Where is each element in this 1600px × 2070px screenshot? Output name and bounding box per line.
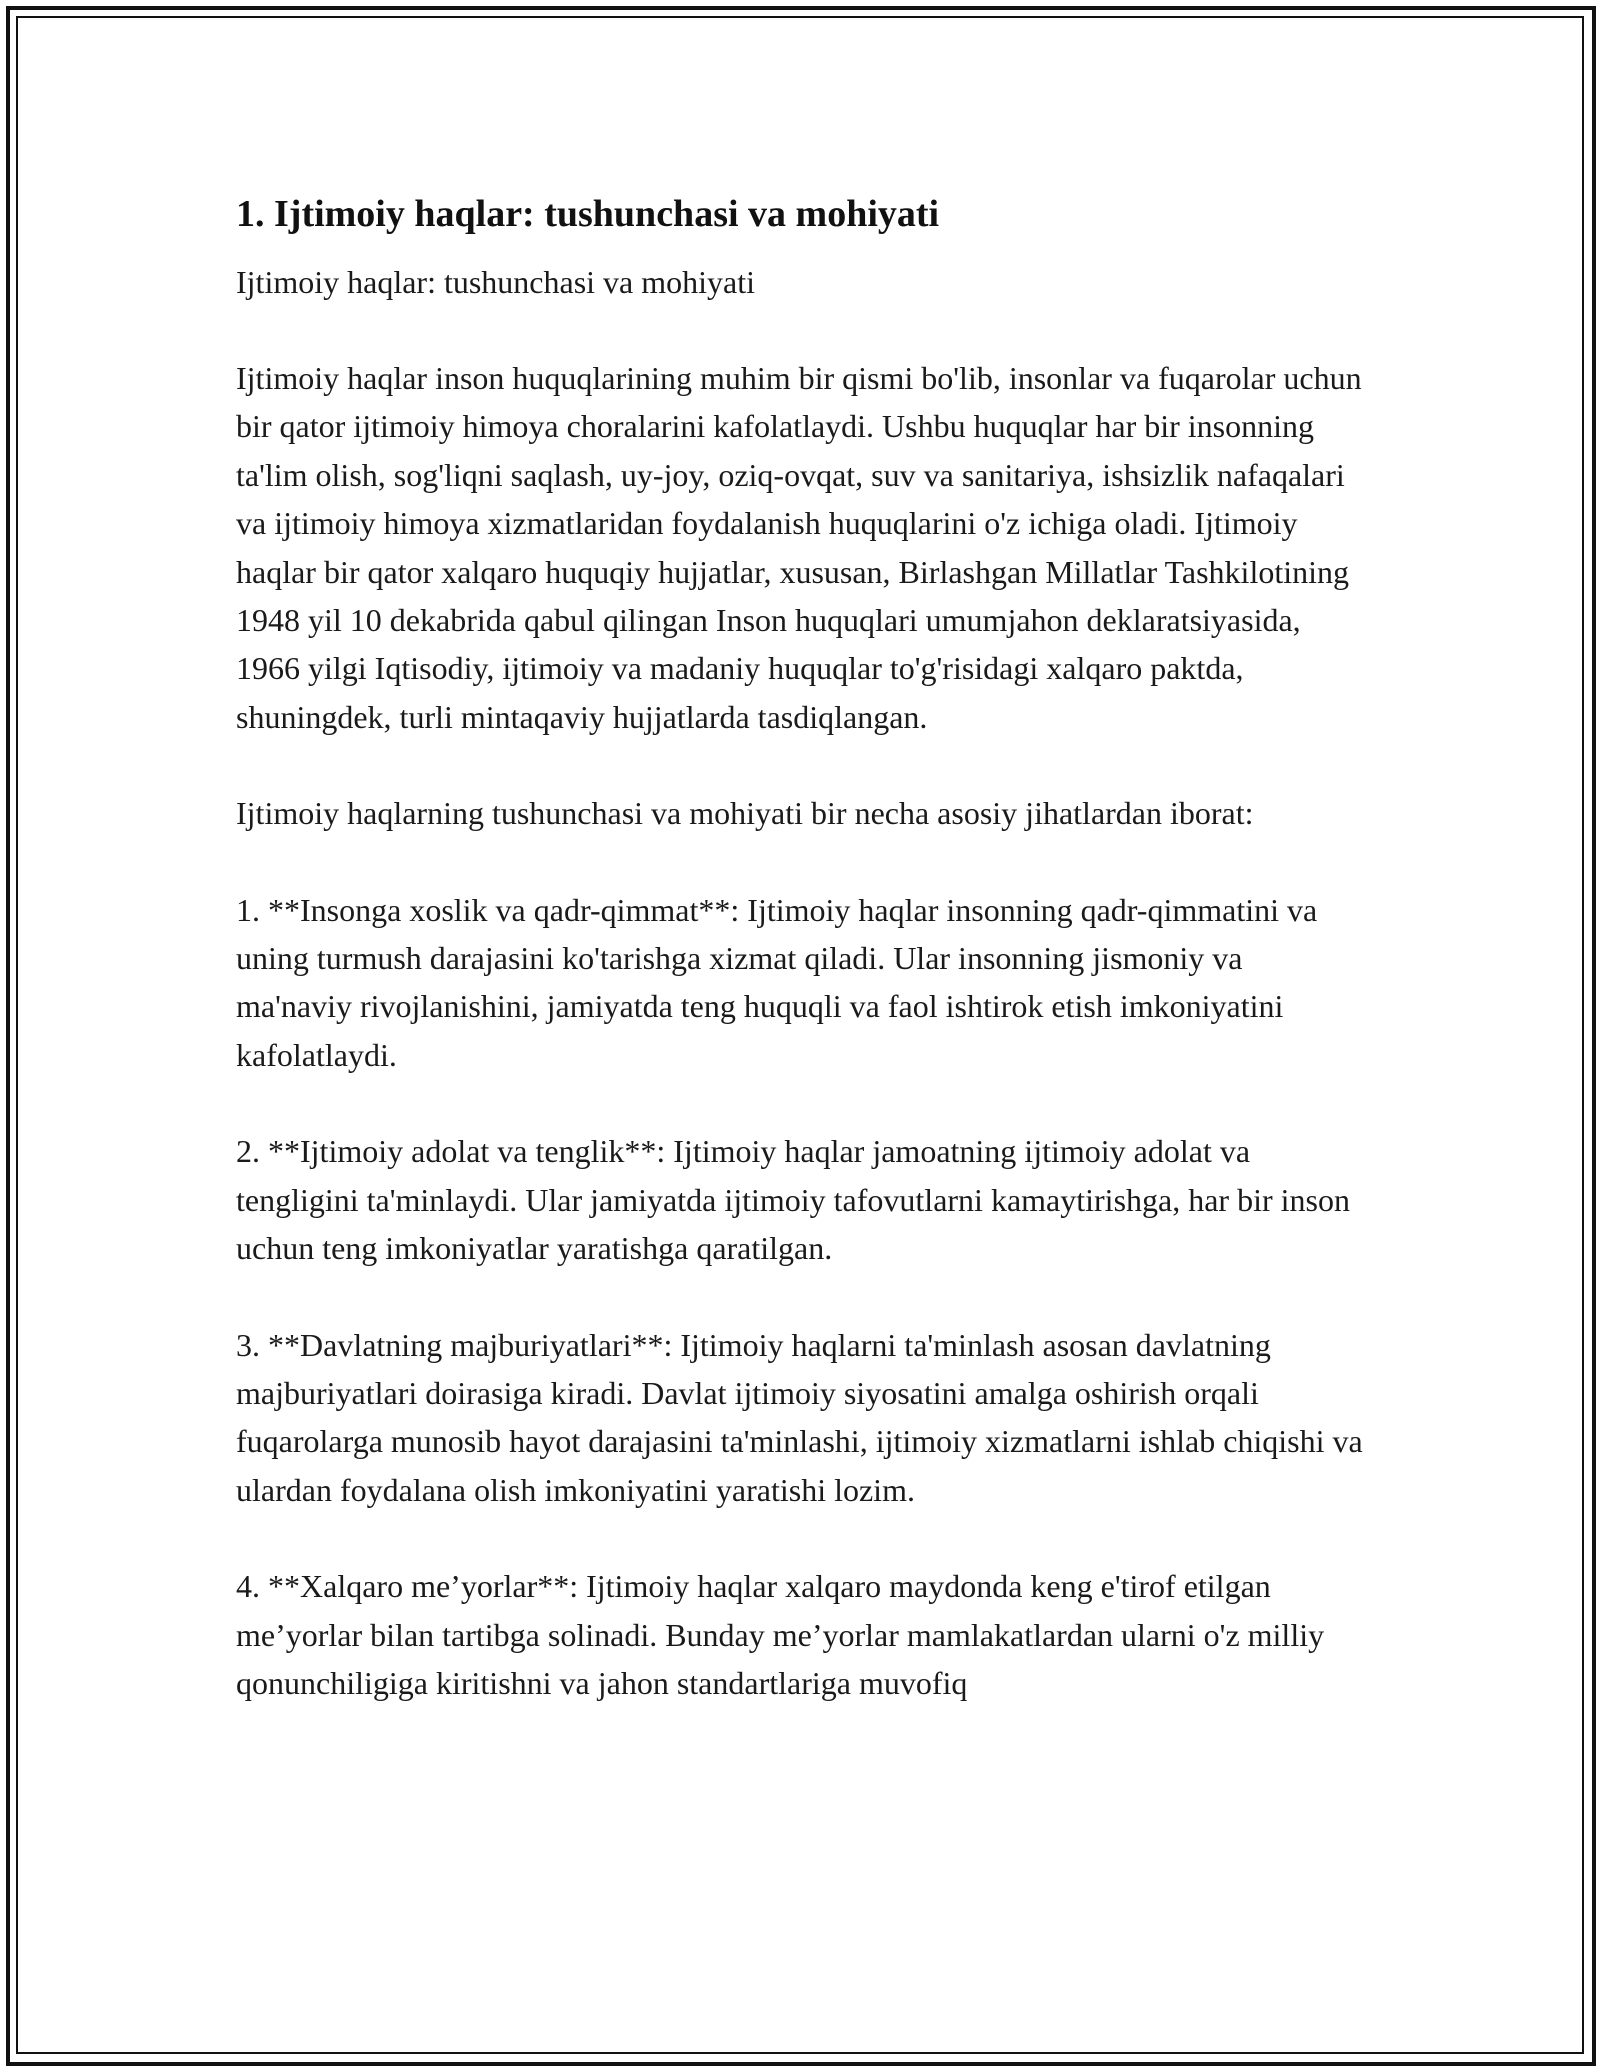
list-item-2: 2. **Ijtimoiy adolat va tenglik**: Ijtimoiy haqlar jamoatning ijtimoiy adolat va tengligini ta'minlaydi. Ular jamiyatda ijtimoiy tafovutlarni kamaytirishga, har bir inson uchun teng imkoniyatlar yaratishga qaratilgan.: [236, 1133, 1350, 1267]
list-item-3: 3. **Davlatning majburiyatlari**: Ijtimoiy haqlarni ta'minlash asosan davlatning majburiyatlari doirasiga kiradi. Davlat ijtimoiy siyosatini amalga oshirish orqali fuqarolarga munosib hayot darajasini ta'minlashi, ijtimoiy xizmatlarni ishlab chiqishi va ulardan foydalana olish imkoniyatini yaratishi lozim.: [236, 1326, 1363, 1508]
paragraph-aspects-lead: Ijtimoiy haqlarning tushunchasi va mohiyati bir necha asosiy jihatlardan iborat:: [236, 795, 1254, 832]
paragraph-intro: Ijtimoiy haqlar inson huquqlarining muhim bir qismi bo'lib, insonlar va fuqarolar uchun bir qator ijtimoiy himoya choralarini kafolatlaydi. Ushbu huquqlar har bir insonning ta'lim olish, sog'liqni saqlash, uy-joy, oziq-ovqat, suv va sanitariya, ishsizlik nafaqalari va ijtimoiy himoya xizmatlaridan foydalanish huquqlarini o'z ichiga oladi. Ijtimoiy haqlar bir qator xalqaro huquqiy hujjatlar, xususan, Birlashgan Millatlar Tashkilotining 1948 yil 10 dekabrida qabul qilingan Inson huquqlari umumjahon deklaratsiyasida, 1966 yilgi Iqtisodiy, ijtimoiy va madaniy huquqlar to'g'risidagi xalqaro paktda, shuningdek, turli mintaqaviy hujjatlarda tasdiqlangan.: [236, 360, 1362, 735]
list-item-4: 4. **Xalqaro me’yorlar**: Ijtimoiy haqlar xalqaro maydonda keng e'tirof etilgan me’yorlar bilan tartibga solinadi. Bunday me’yorlar mamlakatlardan ularni o'z milliy qonunchiligiga kiritishni va jahon standartlariga muvofiq: [236, 1568, 1325, 1701]
document-page: [236, 190, 1366, 1707]
section-heading: 1. Ijtimoiy haqlar: tushunchasi va mohiyati: [236, 193, 940, 235]
list-item-1: 1. **Insonga xoslik va qadr-qimmat**: Ijtimoiy haqlar insonning qadr-qimmatini va uning turmush darajasini ko'tarishga xizmat qiladi. Ular insonning jismoniy va ma'naviy rivojlanishini, jamiyatda teng huquqli va faol ishtirok etish imkoniyatini kafolatlaydi.: [236, 891, 1318, 1073]
section-subtitle: Ijtimoiy haqlar: tushunchasi va mohiyati: [236, 264, 756, 300]
